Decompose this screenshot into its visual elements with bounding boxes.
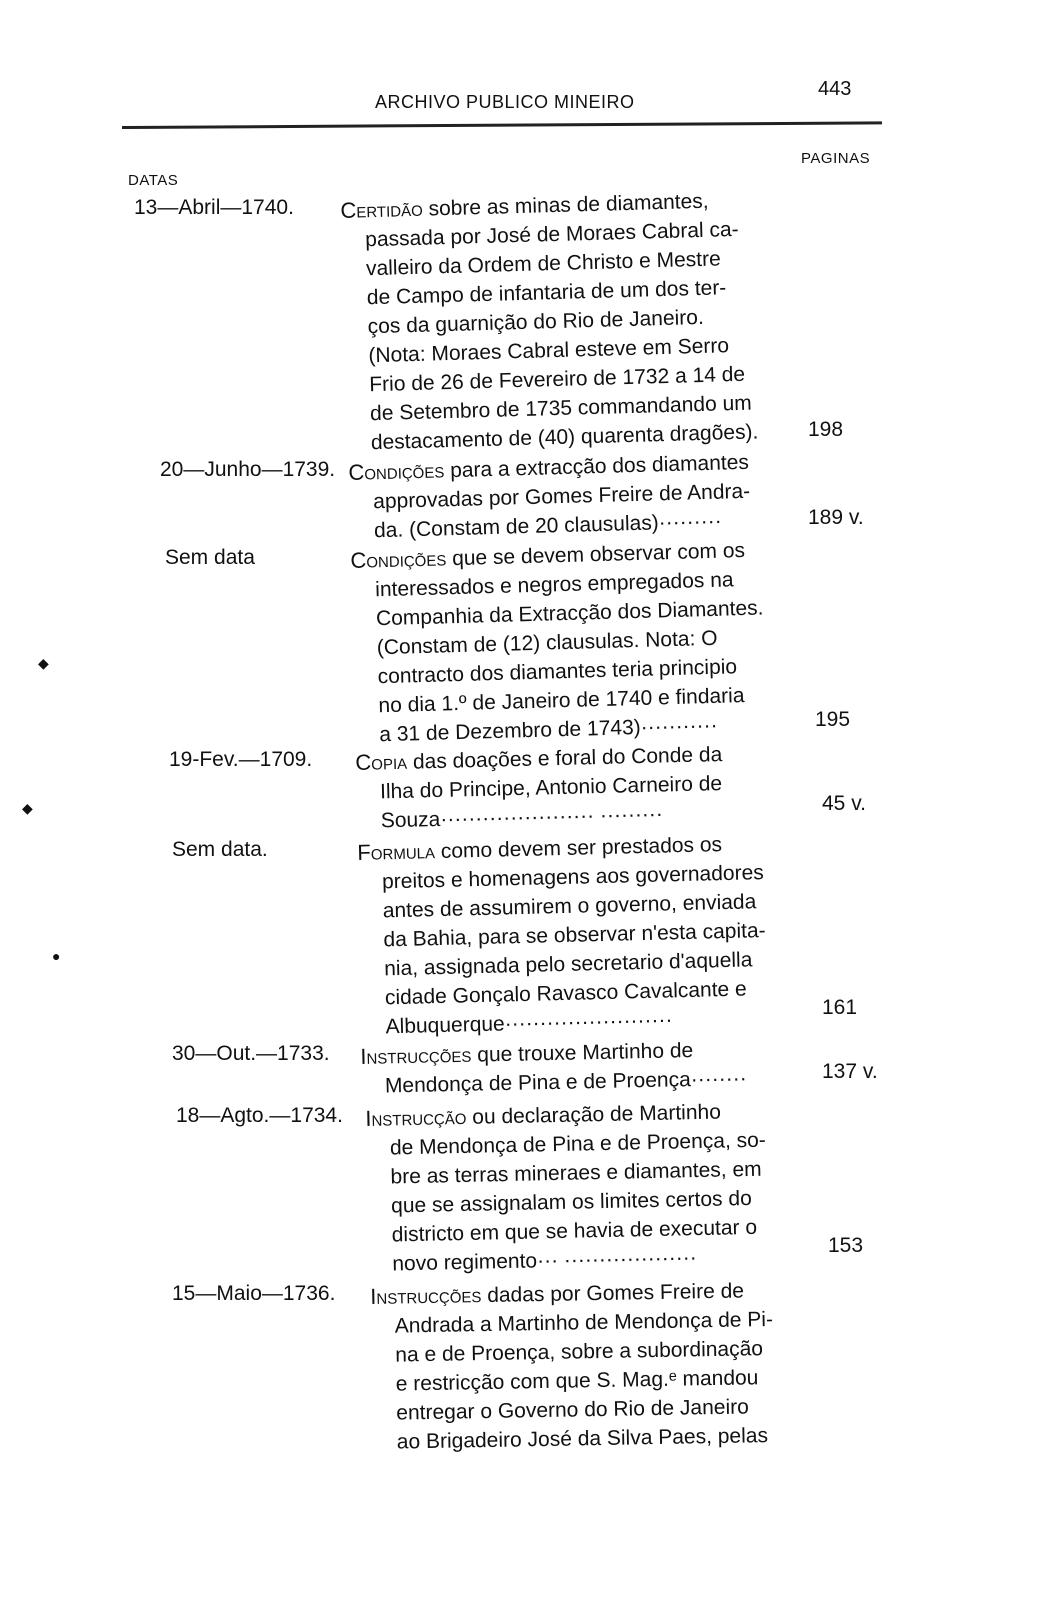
description-line: (Constam de (12) clausulas. Nota: O — [376, 626, 718, 660]
description-line: ao Brigadeiro José da Silva Paes, pelas — [396, 1424, 769, 1454]
entry-keyword: Formula — [357, 838, 436, 865]
description-line: cidade Gonçalo Ravasco Cavalcante e — [384, 977, 747, 1010]
description-text: ou declaração de Martinho — [466, 1100, 722, 1129]
entry-keyword: Certidão — [340, 195, 424, 223]
entry-description — [350, 534, 776, 750]
description-line: valleiro da Ordem de Christo e Mestre — [365, 247, 722, 281]
entry-description — [365, 1095, 789, 1279]
entry-page-reference: 189 v. — [808, 506, 864, 529]
description-line: Souza······················ ········· — [380, 802, 664, 833]
entry-description — [370, 1275, 793, 1457]
entry-date: 30—Out.—1733. — [172, 1042, 330, 1065]
entry-page-reference: 195 — [815, 708, 851, 731]
description-text: dadas por Gomes Freire de — [481, 1279, 745, 1308]
description-line: ços da guarnição do Rio de Janeiro. — [367, 305, 705, 339]
entry-page-reference: 45 v. — [822, 792, 866, 815]
entry-date: 20—Junho—1739. — [160, 458, 336, 481]
entry-keyword: Copia — [355, 748, 408, 775]
description-line: antes de assumirem o governo, enviada — [382, 890, 757, 923]
entry-date: Sem data. — [172, 838, 268, 861]
description-line: passada por José de Moraes Cabral ca- — [364, 217, 739, 252]
description-line: de Campo de infantaria de um dos ter- — [366, 276, 727, 310]
entry-description — [360, 1033, 781, 1101]
description-text: que trouxe Martinho de — [471, 1039, 694, 1067]
description-text: como devem ser prestados os — [434, 833, 723, 864]
description-line: nia, assignada pelo secretario d'aquella — [383, 948, 753, 981]
entry-keyword: Condições — [348, 457, 445, 485]
entry-date: Sem data — [165, 546, 255, 569]
entry-description — [357, 828, 782, 1042]
description-line: e restricção com que S. Mag.ᵉ mandou — [395, 1366, 759, 1396]
ink-speck: ◆ — [38, 655, 49, 671]
description-line: destacamento de (40) quarenta dragões). — [370, 420, 759, 455]
entry-keyword: Condições — [350, 545, 447, 573]
description-line: contracto dos diamantes teria principio — [377, 655, 738, 689]
ink-speck: ◆ — [22, 800, 33, 816]
running-head: ARCHIVO PUBLICO MINEIRO — [375, 92, 635, 112]
description-text: sobre as minas de diamantes, — [422, 189, 709, 221]
description-line: entregar o Governo do Rio de Janeiro — [396, 1395, 750, 1425]
description-line: de Setembro de 1735 commandando um — [369, 391, 753, 426]
description-line: interessados e negros empregados na — [374, 568, 734, 602]
description-line: de Mendonça de Pina e de Proença, so- — [389, 1128, 767, 1160]
entry-description — [340, 184, 767, 458]
description-line: da. (Constam de 20 clausulas)········· — [373, 509, 722, 543]
entry-description — [348, 446, 770, 546]
description-line: districto em que se havia de executar o — [391, 1215, 758, 1247]
entry-page-reference: 153 — [828, 1234, 864, 1257]
header-rule — [122, 121, 882, 129]
entry-date: 15—Maio—1736. — [172, 1282, 336, 1305]
description-line: Albuquerque························ — [385, 1008, 673, 1039]
entry-date: 19-Fev.—1709. — [169, 748, 313, 771]
description-line: Companhia da Extracção dos Diamantes. — [375, 596, 764, 631]
description-text: para a extracção dos diamantes — [443, 450, 750, 483]
page-number: 443 — [818, 78, 852, 100]
dates-column-heading: DATAS — [128, 172, 179, 189]
entry-date: 18—Agto.—1734. — [176, 1104, 343, 1127]
entry-keyword: Instrucções — [360, 1041, 472, 1069]
description-line: bre as terras mineraes e diamantes, em — [390, 1157, 762, 1189]
description-line: Ilha do Principe, Antonio Carneiro de — [379, 772, 723, 804]
entry-description — [355, 738, 777, 836]
description-line: da Bahia, para se observar n'esta capita- — [383, 919, 766, 952]
description-line: preitos e homenagens aos governadores — [381, 861, 765, 894]
description-line: a 31 de Dezembro de 1743)··········· — [378, 713, 718, 747]
description-line: Frio de 26 de Fevereiro de 1732 a 14 de — [368, 362, 746, 397]
description-line: (Nota: Moraes Cabral esteve em Serro — [368, 334, 730, 368]
description-line: Andrada a Martinho de Mendonça de Pi- — [394, 1307, 774, 1338]
entry-date: 13—Abril—1740. — [134, 196, 294, 219]
ink-speck: ● — [52, 948, 61, 964]
description-text: das doações e foral do Conde da — [406, 743, 723, 774]
description-line: Mendonça de Pina e de Proença········ — [384, 1066, 747, 1098]
entry-keyword: Instrucções — [370, 1282, 482, 1309]
entry-keyword: Instrucção — [365, 1103, 467, 1131]
description-line: approvadas por Gomes Freire de Andra- — [372, 479, 751, 514]
description-text: que se devem observar com os — [445, 538, 746, 571]
pages-column-heading: PAGINAS — [801, 150, 871, 167]
entry-page-reference: 137 v. — [822, 1060, 878, 1083]
entry-page-reference: 161 — [822, 996, 858, 1019]
description-line: no dia 1.º de Janeiro de 1740 e findaria — [378, 684, 745, 718]
description-line: na e de Proença, sobre a subordinação — [395, 1337, 764, 1367]
entry-page-reference: 198 — [808, 418, 844, 441]
description-line: novo regimento··· ··················· — [392, 1246, 697, 1276]
description-line: que se assignalam os limites certos do — [390, 1186, 752, 1218]
